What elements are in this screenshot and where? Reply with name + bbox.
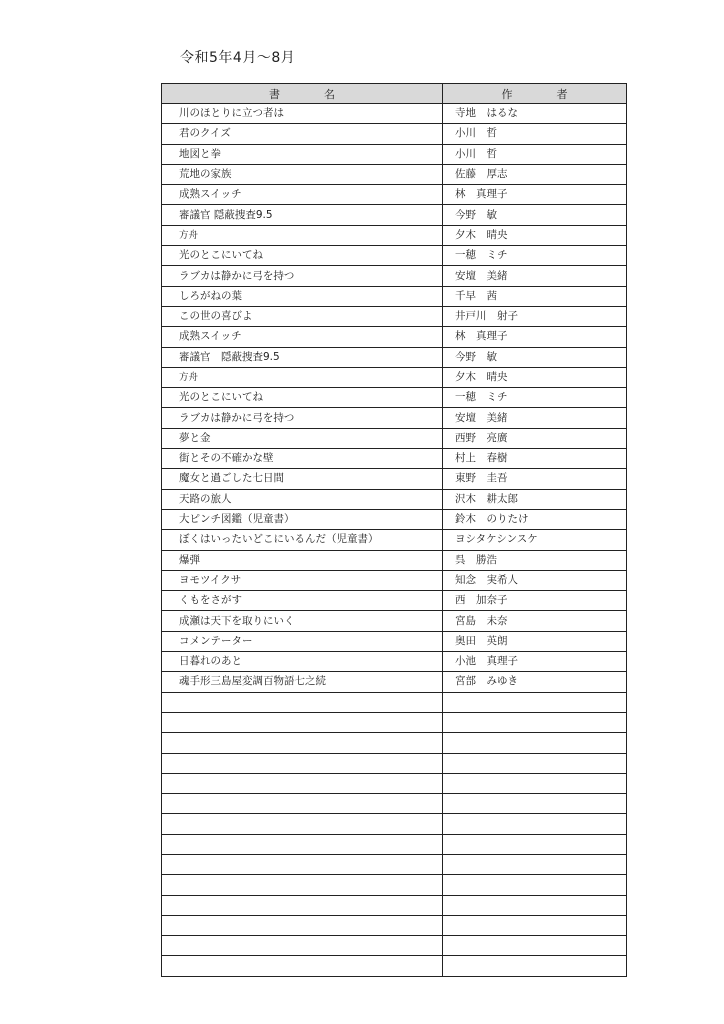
book-author-cell: 安壇 美緒 (443, 266, 627, 286)
table-row (162, 712, 627, 732)
table-row (162, 428, 627, 448)
book-title-cell (162, 733, 443, 753)
book-list-table (161, 83, 627, 977)
table-row (162, 875, 627, 895)
table-row (162, 144, 627, 164)
book-author-cell: 村上 春樹 (443, 449, 627, 469)
table-row (162, 266, 627, 286)
book-author-cell (443, 692, 627, 712)
book-title-cell: しろがねの葉 (162, 286, 443, 306)
table-row (162, 185, 627, 205)
book-author-cell: ヨシタケシンスケ (443, 530, 627, 550)
book-title-cell: 日暮れのあと (162, 652, 443, 672)
book-author-cell: 宮島 未奈 (443, 611, 627, 631)
book-title-cell: 君のクイズ (162, 124, 443, 144)
book-author-cell: 沢木 耕太郎 (443, 489, 627, 509)
table-row (162, 672, 627, 692)
book-author-cell: 林 真理子 (443, 185, 627, 205)
table-row (162, 692, 627, 712)
book-author-cell: 鈴木 のりたけ (443, 509, 627, 529)
table-row (162, 246, 627, 266)
book-title-cell: 方舟 (162, 225, 443, 245)
book-title-cell: 地図と拳 (162, 144, 443, 164)
table-row (162, 753, 627, 773)
book-author-cell (443, 936, 627, 956)
book-author-cell: 呉 勝浩 (443, 550, 627, 570)
book-title-cell: 川のほとりに立つ者は (162, 104, 443, 124)
book-author-cell: 小川 哲 (443, 124, 627, 144)
book-title-cell: 光のとこにいてね (162, 388, 443, 408)
book-title-cell (162, 895, 443, 915)
book-author-cell (443, 814, 627, 834)
table-row (162, 124, 627, 144)
table-row (162, 570, 627, 590)
book-title-cell (162, 692, 443, 712)
table-row (162, 854, 627, 874)
table-row (162, 509, 627, 529)
book-title-cell: 夢と金 (162, 428, 443, 448)
book-author-cell: 夕木 晴央 (443, 367, 627, 387)
book-title-cell (162, 814, 443, 834)
table-row (162, 347, 627, 367)
book-title-cell: 天路の旅人 (162, 489, 443, 509)
book-author-cell (443, 854, 627, 874)
book-author-cell: 西野 亮廣 (443, 428, 627, 448)
book-title-cell: 光のとこにいてね (162, 246, 443, 266)
book-author-cell: 千早 茜 (443, 286, 627, 306)
table-row (162, 895, 627, 915)
book-author-cell: 奥田 英朗 (443, 631, 627, 651)
book-author-cell: 林 真理子 (443, 327, 627, 347)
book-title-cell: 成熟スイッチ (162, 185, 443, 205)
table-row (162, 733, 627, 753)
book-author-cell (443, 753, 627, 773)
table-row (162, 286, 627, 306)
book-author-cell: 知念 実希人 (443, 570, 627, 590)
book-author-cell: 西 加奈子 (443, 591, 627, 611)
table-row (162, 530, 627, 550)
book-author-cell: 宮部 みゆき (443, 672, 627, 692)
table-row (162, 104, 627, 124)
book-author-cell: 一穂 ミチ (443, 246, 627, 266)
table-row (162, 834, 627, 854)
book-author-cell (443, 794, 627, 814)
book-author-cell: 今野 敏 (443, 347, 627, 367)
table-row (162, 652, 627, 672)
book-author-cell: 井戸川 射子 (443, 306, 627, 326)
book-title-cell: 方舟 (162, 367, 443, 387)
table-row (162, 306, 627, 326)
book-author-cell: 一穂 ミチ (443, 388, 627, 408)
table-row (162, 915, 627, 935)
table-row (162, 205, 627, 225)
table-header-row (162, 84, 627, 104)
book-title-cell: 魂手形三島屋変調百物語七之続 (162, 672, 443, 692)
book-title-cell (162, 936, 443, 956)
book-title-cell (162, 854, 443, 874)
table-row (162, 327, 627, 347)
book-title-cell (162, 915, 443, 935)
book-title-cell (162, 753, 443, 773)
book-title-cell: 審議官 隠蔽捜査9.5 (162, 205, 443, 225)
table-row (162, 164, 627, 184)
table-row (162, 408, 627, 428)
table-row (162, 591, 627, 611)
book-title-cell: くもをさがす (162, 591, 443, 611)
book-title-cell (162, 712, 443, 732)
table-row (162, 631, 627, 651)
book-title-cell: 審議官 隠蔽捜査9.5 (162, 347, 443, 367)
book-title-cell: 成瀬は天下を取りにいく (162, 611, 443, 631)
book-title-cell: コメンテーター (162, 631, 443, 651)
table-row (162, 814, 627, 834)
book-title-cell: 成熟スイッチ (162, 327, 443, 347)
table-row (162, 469, 627, 489)
book-title-cell: 魔女と過ごした七日間 (162, 469, 443, 489)
book-title-cell: 街とその不確かな壁 (162, 449, 443, 469)
table-row (162, 936, 627, 956)
table-row (162, 225, 627, 245)
table-row (162, 794, 627, 814)
book-author-cell (443, 915, 627, 935)
column-header-title: 書 名 (162, 84, 443, 104)
book-title-cell (162, 773, 443, 793)
book-title-cell: 爆弾 (162, 550, 443, 570)
book-title-cell (162, 956, 443, 976)
table-row (162, 550, 627, 570)
book-title-cell (162, 794, 443, 814)
book-author-cell: 東野 圭吾 (443, 469, 627, 489)
book-author-cell: 佐藤 厚志 (443, 164, 627, 184)
table-row (162, 367, 627, 387)
book-title-cell (162, 875, 443, 895)
book-author-cell: 小川 哲 (443, 144, 627, 164)
book-author-cell: 小池 真理子 (443, 652, 627, 672)
book-author-cell (443, 773, 627, 793)
book-author-cell: 今野 敏 (443, 205, 627, 225)
table-row (162, 489, 627, 509)
book-title-cell: ラブカは静かに弓を持つ (162, 266, 443, 286)
book-author-cell (443, 895, 627, 915)
book-title-cell: ラブカは静かに弓を持つ (162, 408, 443, 428)
book-title-cell: 荒地の家族 (162, 164, 443, 184)
book-author-cell (443, 733, 627, 753)
book-author-cell: 夕木 晴央 (443, 225, 627, 245)
table-row (162, 773, 627, 793)
book-author-cell (443, 875, 627, 895)
book-author-cell (443, 712, 627, 732)
table-row (162, 449, 627, 469)
column-header-author: 作 者 (443, 84, 627, 104)
book-title-cell: この世の喜びよ (162, 306, 443, 326)
book-title-cell: ヨモツイクサ (162, 570, 443, 590)
book-author-cell: 安壇 美緒 (443, 408, 627, 428)
book-title-cell: 大ピンチ図鑑（児童書） (162, 509, 443, 529)
table-row (162, 611, 627, 631)
book-author-cell (443, 834, 627, 854)
page-title: 令和5年4月～8月 (180, 50, 296, 66)
book-title-cell: ぼくはいったいどこにいるんだ（児童書） (162, 530, 443, 550)
book-author-cell: 寺地 はるな (443, 104, 627, 124)
table-row (162, 388, 627, 408)
table-row (162, 956, 627, 976)
book-author-cell (443, 956, 627, 976)
book-title-cell (162, 834, 443, 854)
